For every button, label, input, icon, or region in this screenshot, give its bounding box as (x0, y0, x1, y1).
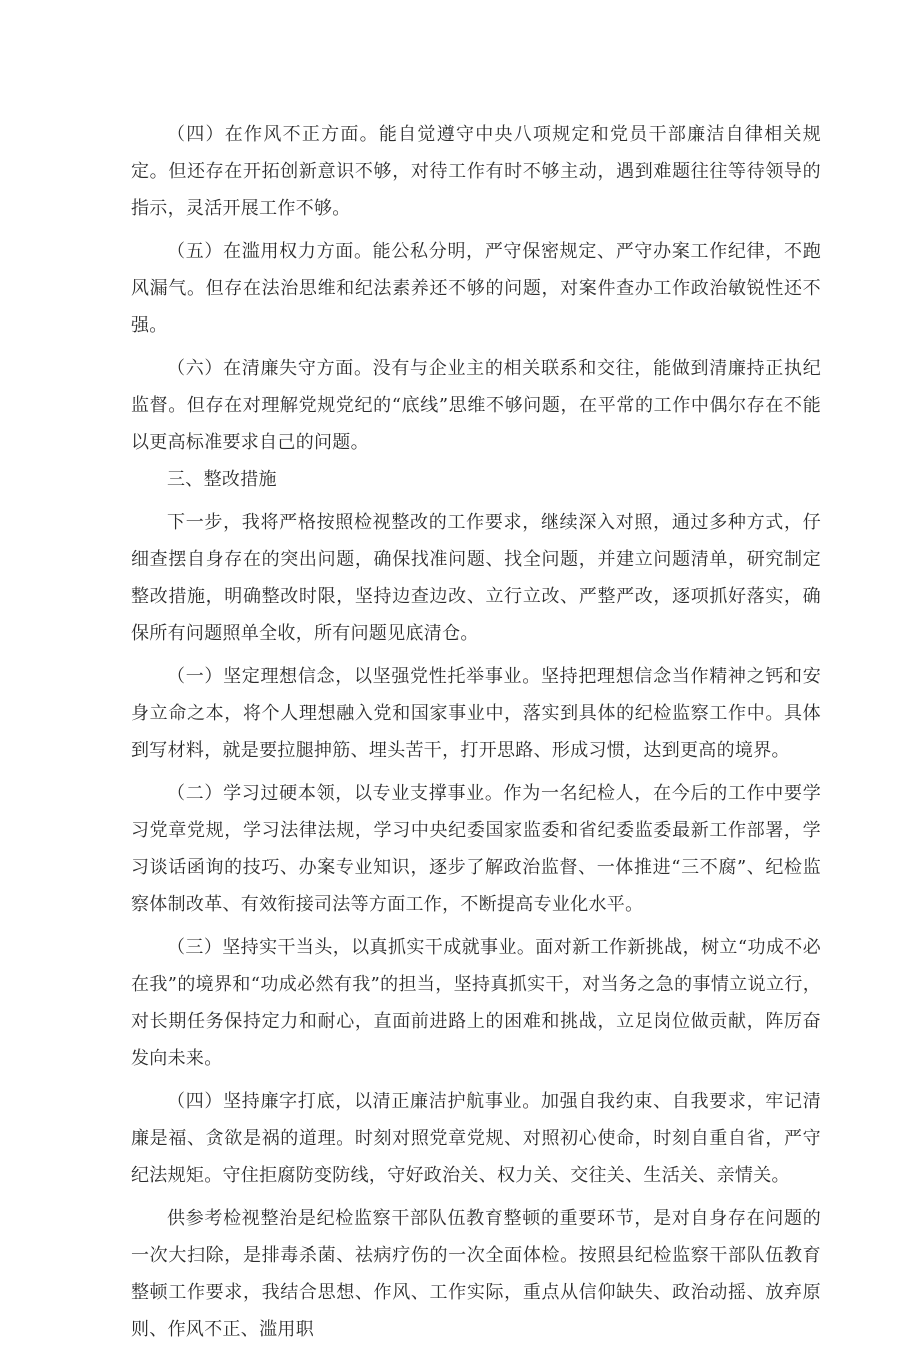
paragraph-reference: 供参考检视整治是纪检监察干部队伍教育整顿的重要环节，是对自身存在问题的一次大扫除，是排毒杀菌、祛病疗伤的一次全面体检。按照县纪检监察干部队伍教育整顿工作要求，我结合思想、作风、工作实际，重点从信仰缺失、政治动摇、放弃原则、作风不正、滥用职 (131, 1208, 821, 1340)
paragraph-measure-2: （二）学习过硬本领，以专业支撑事业。作为一名纪检人，在今后的工作中要学习党章党规，学习法律法规，学习中央纪委国家监委和省纪委监委最新工作部署，学习谈话函询的技巧、办案专业知识，逐步了解政治监督、一体推进“三不腐”、纪检监察体制改革、有效衔接司法等方面工作，不断提高专业化水平。 (131, 783, 821, 915)
document-body (131, 116, 821, 1348)
paragraph-next-steps: 下一步，我将严格按照检视整改的工作要求，继续深入对照，通过多种方式，仔细查摆自身存在的突出问题，确保找准问题、找全问题，并建立问题清单，研究制定整改措施，明确整改时限，坚持边查边改、立行立改、严整严改，逐项抓好落实，确保所有问题照单全收，所有问题见底清仓。 (131, 512, 821, 644)
paragraph-abuse-of-power: （五）在滥用权力方面。能公私分明，严守保密规定、严守办案工作纪律，不跑风漏气。但存在法治思维和纪法素养还不够的问题，对案件查办工作政治敏锐性还不强。 (131, 241, 821, 336)
paragraph-measure-3: （三）坚持实干当头，以真抓实干成就事业。面对新工作新挑战，树立“功成不必在我”的境界和“功成必然有我”的担当，坚持真抓实干，对当务之急的事情立说立行，对长期任务保持定力和耐心，直面前进路上的困难和挑战，立足岗位做贡献，阵厉奋发向未来。 (131, 937, 821, 1069)
paragraph-integrity: （六）在清廉失守方面。没有与企业主的相关联系和交往，能做到清廉持正执纪监督。但存在对理解党规党纪的“底线”思维不够问题，在平常的工作中偶尔存在不能以更高标准要求自己的问题。 (131, 358, 821, 453)
paragraph-measure-4: （四）坚持廉字打底，以清正廉洁护航事业。加强自我约束、自我要求，牢记清廉是福、贪欲是祸的道理。时刻对照党章党规、对照初心使命，时刻自重自省，严守纪法规矩。守住拒腐防变防线，守好政治关、权力关、交往关、生活关、亲情关。 (131, 1091, 821, 1186)
paragraph-work-style: （四）在作风不正方面。能自觉遵守中央八项规定和党员干部廉洁自律相关规定。但还存在开拓创新意识不够，对待工作有时不够主动，遇到难题往往等待领导的指示，灵活开展工作不够。 (131, 124, 821, 219)
section-heading-rectification: 三、整改措施 (167, 469, 277, 490)
paragraph-measure-1: （一）坚定理想信念，以坚强党性托举事业。坚持把理想信念当作精神之钙和安身立命之本，将个人理想融入党和国家事业中，落实到具体的纪检监察工作中。具体到写材料，就是要拉腿抻筋、埋头苦干，打开思路、形成习惯，达到更高的境界。 (131, 666, 821, 761)
